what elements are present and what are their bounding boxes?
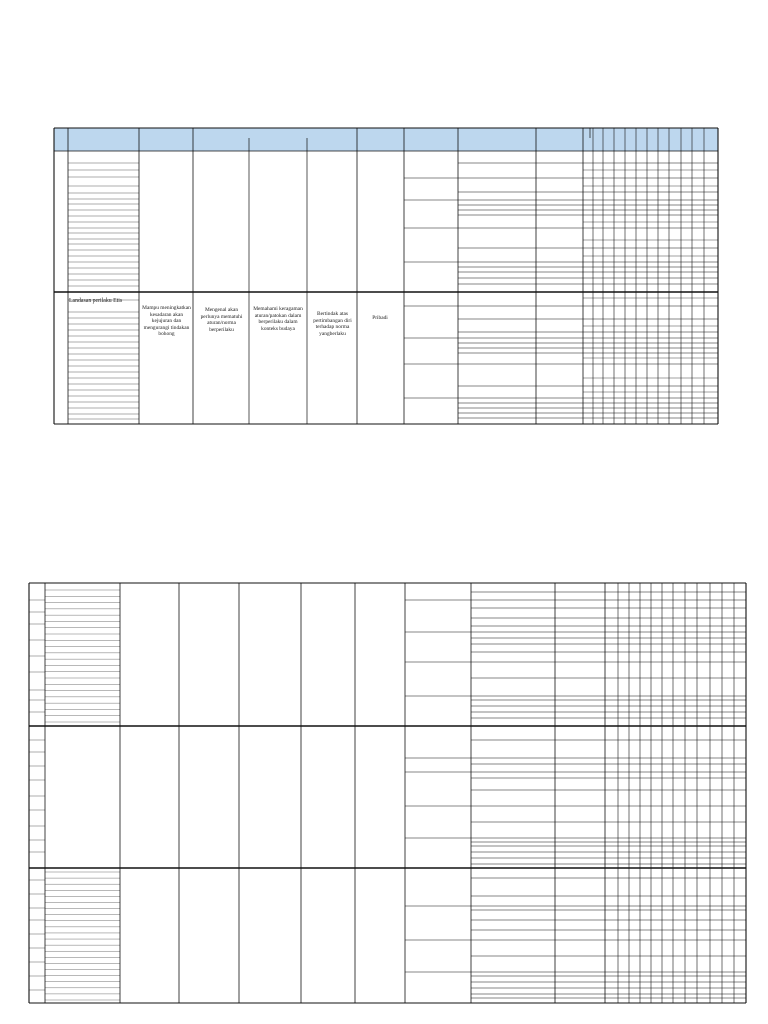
cell-pribadi: Pribadi (372, 315, 388, 321)
top-table (54, 128, 718, 424)
cell-pertimbangan-diri: Bertindak atas pertimbangan diri terhadap norma yangberlaku (313, 311, 352, 337)
header-row (54, 128, 718, 151)
cell-kesadaran-kejujuran: Mampu meningkatkan kesadaran akan kejujuran dan mengurangi tindakan bohong (142, 305, 191, 338)
bottom-table (29, 583, 746, 1003)
cell-landasan-perilaku-etis: Landasan perilaku Etis (69, 298, 123, 304)
cell-mematuhi-aturan: Mengenal akan perlunya mematuhi aturan/norma berperilaku (200, 307, 243, 333)
cell-keragaman-aturan: Memahami keragaman aturan/patokan dalam berperilaku dalam konteks budaya (253, 306, 303, 332)
